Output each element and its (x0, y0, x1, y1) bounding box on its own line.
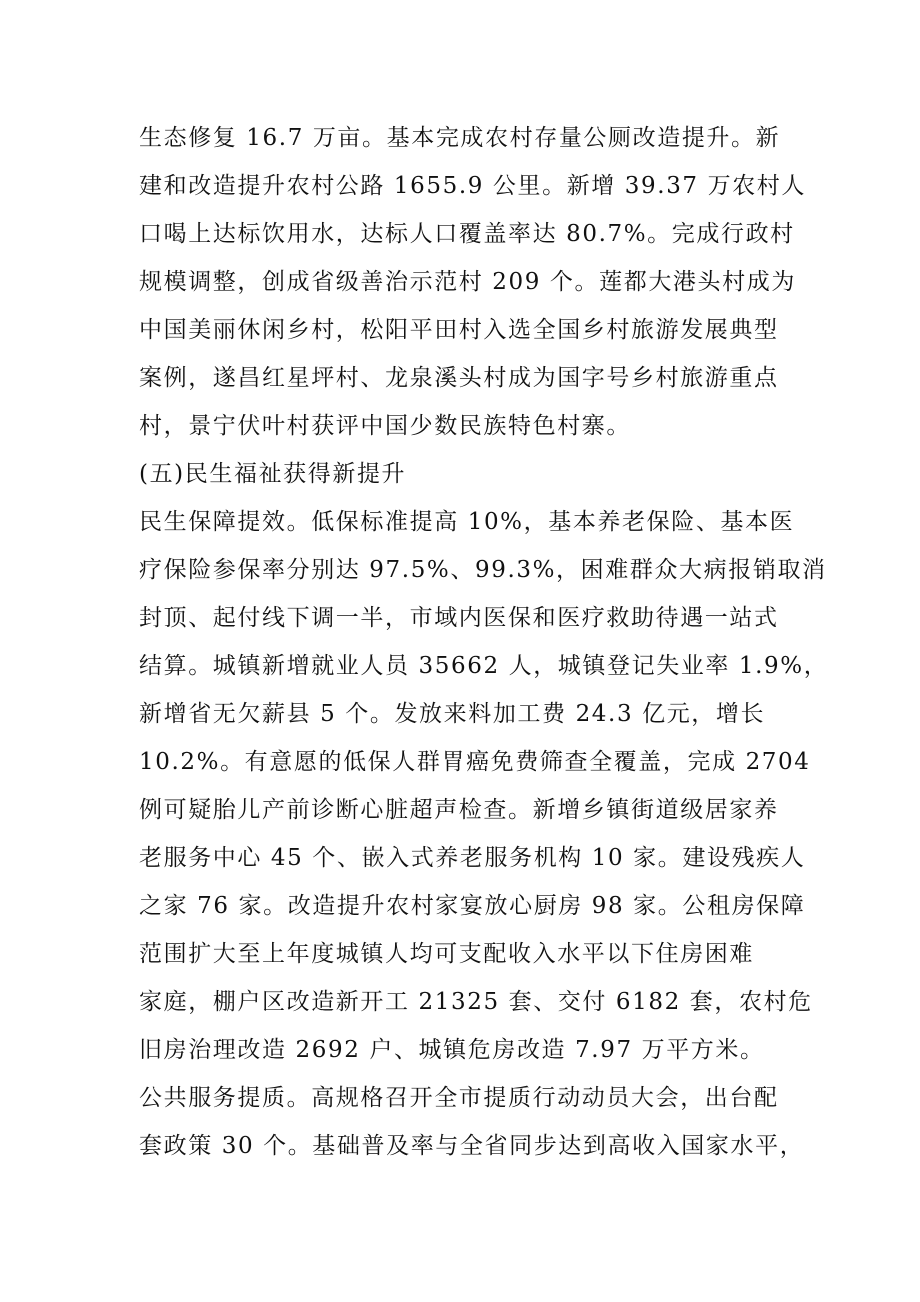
text-line-7: 村，景宁伏叶村获评中国少数民族特色村寨。 (139, 413, 631, 439)
text-line-21: 公共服务提质。高规格召开全市提质行动动员大会，出台配 (139, 1085, 779, 1111)
document-body (139, 114, 829, 1170)
text-line-6: 案例，遂昌红星坪村、龙泉溪头村成为国字号乡村旅游重点 (139, 365, 779, 391)
text-line-12: 结算。城镇新增就业人员 35662 人，城镇登记失业率 1.9%， (139, 653, 829, 679)
text-line-16: 老服务中心 45 个、嵌入式养老服务机构 10 家。建设残疾人 (139, 845, 806, 871)
text-line-1: 生态修复 16.7 万亩。基本完成农村存量公厕改造提升。新 (139, 125, 781, 151)
text-line-20: 旧房治理改造 2692 户、城镇危房改造 7.97 万平方米。 (139, 1037, 765, 1063)
text-line-2: 建和改造提升农村公路 1655.9 公里。新增 39.37 万农村人 (139, 173, 806, 199)
text-line-3: 口喝上达标饮用水，达标人口覆盖率达 80.7%。完成行政村 (139, 221, 795, 247)
text-line-18: 范围扩大至上年度城镇人均可支配收入水平以下住房困难 (139, 941, 754, 967)
text-line-4: 规模调整，创成省级善治示范村 209 个。莲都大港头村成为 (139, 269, 796, 295)
text-line-5: 中国美丽休闲乡村，松阳平田村入选全国乡村旅游发展典型 (139, 317, 779, 343)
text-line-15: 例可疑胎儿产前诊断心脏超声检查。新增乡镇街道级居家养 (139, 797, 779, 823)
text-line-14: 10.2%。有意愿的低保人群胃癌免费筛查全覆盖，完成 2704 (139, 749, 811, 775)
text-line-9: 民生保障提效。低保标准提高 10%，基本养老保险、基本医 (139, 509, 795, 535)
section-heading: (五)民生福祉获得新提升 (139, 461, 407, 487)
text-line-19: 家庭，棚户区改造新开工 21325 套、交付 6182 套，农村危 (139, 989, 813, 1015)
text-line-17: 之家 76 家。改造提升农村家宴放心厨房 98 家。公租房保障 (139, 893, 806, 919)
text-line-10: 疗保险参保率分别达 97.5%、99.3%，困难群众大病报销取消 (139, 557, 827, 583)
text-line-13: 新增省无欠薪县 5 个。发放来料加工费 24.3 亿元，增长 (139, 701, 766, 727)
text-line-22: 套政策 30 个。基础普及率与全省同步达到高收入国家水平， (139, 1133, 805, 1159)
text-line-11: 封顶、起付线下调一半，市域内医保和医疗救助待遇一站式 (139, 605, 779, 631)
